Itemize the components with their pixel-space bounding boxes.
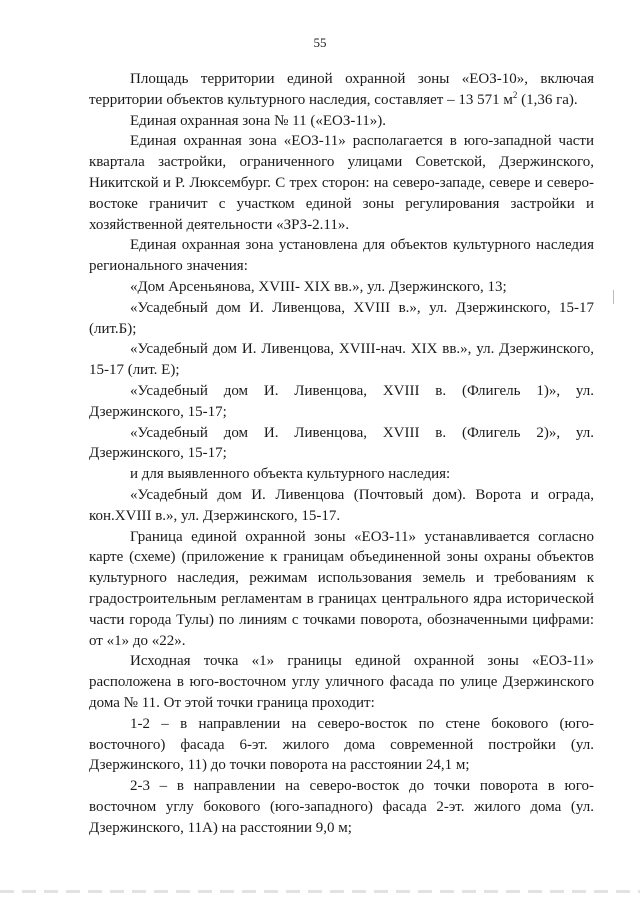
paragraph-object-item: «Усадебный дом И. Ливенцова (Почтовый дом). Ворота и ограда, кон.XVIII в.», ул. Дзержинского, 15-17. [89,486,594,524]
area-unit-superscript: 2 [512,89,518,100]
paragraph-object-item: «Усадебный дом И. Ливенцова, XVIII в. (Флигель 1)», ул. Дзержинского, 15-17; [89,382,594,420]
paragraph-object-item: «Усадебный дом И. Ливенцова, XVIII в.», ул. Дзержинского, 15-17 (лит.Б); [89,299,594,337]
scan-artifact [613,290,614,304]
paragraph-heading-eoz11: Единая охранная зона № 11 («ЕОЗ-11»). [130,112,387,129]
paragraph-identified-intro: и для выявленного объекта культурного наследия: [130,466,451,483]
paragraph-objects-intro: Единая охранная зона установлена для объектов культурного наследия регионального значения: [89,237,594,275]
paragraph-segment: 1-2 – в направлении на северо-восток по стене бокового (юго-восточного) фасада 6-эт. жилого дома современной постройки (ул. Дзержинского, 11) до точки поворота на расстоянии 24,1 м; [89,715,594,774]
paragraph-object-item: «Усадебный дом И. Ливенцова, XVIII в. (Флигель 2)», ул. Дзержинского, 15-17; [89,424,594,462]
document-body [89,69,594,838]
scan-artifact-line [0,890,640,893]
paragraph-object-item: «Усадебный дом И. Ливенцова, XVIII-нач. XIX вв.», ул. Дзержинского, 15-17 (лит. Е); [89,341,594,379]
area-hectares: (1,36 га). [517,91,578,108]
paragraph-area-eoz10 [89,69,594,111]
paragraph-start-point: Исходная точка «1» границы единой охранной зоны «ЕОЗ-11» расположена в юго-восточном углу уличного фасада по улице Дзержинского дома № 11. От этой точки граница проходит: [89,653,594,711]
paragraph-boundary: Граница единой охранной зоны «ЕОЗ-11» устанавливается согласно карте (схеме) (приложение к границам объединенной зоны охраны объектов культурного наследия, режимам использования земель и требованиям к градостроительным регламентам в границах центрального ядра исторической части города Тулы) по линиям с точками поворота, обозначенными цифрами: от «1» до «22». [89,528,594,649]
paragraph-object-item: «Дом Арсеньянова, XVIII- XIX вв.», ул. Дзержинского, 13; [130,278,507,295]
paragraph-location: Единая охранная зона «ЕОЗ-11» располагается в юго-западной части квартала застройки, ограниченного улицами Советской, Дзержинского, Никитской и Р. Люксембург. С трех сторон: на северо-западе, севере и северо-востоке граничит с участком единой зоны регулирования застройки и хозяйственной деятельности «ЗРЗ-2.11». [89,133,594,233]
paragraph-segment: 2-3 – в направлении на северо-восток до точки поворота в юго-восточном углу бокового (юго-западного) фасада 2-эт. жилого дома (ул. Дзержинского, 11А) на расстоянии 9,0 м; [89,778,594,836]
page-number: 55 [313,35,327,50]
area-text: Площадь территории единой охранной зоны «ЕОЗ-10», включая территории объектов культурного наследия, составляет – 13 571 м [89,71,594,108]
